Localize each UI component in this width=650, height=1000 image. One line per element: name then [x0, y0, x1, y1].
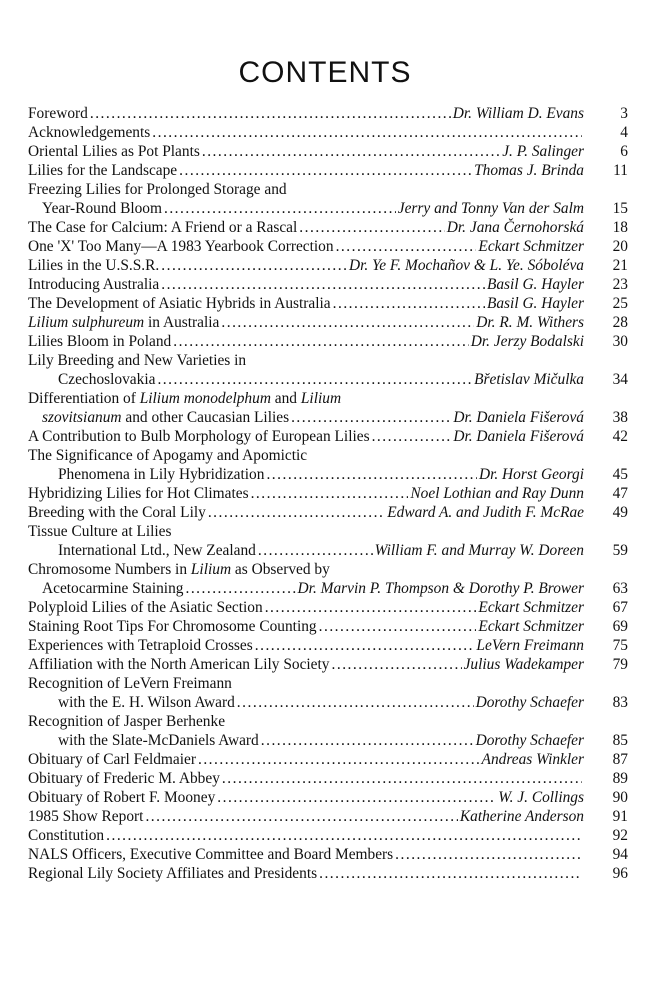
- toc-entry-title-wrap: [28, 294, 331, 313]
- toc-entry: [28, 408, 628, 427]
- toc-entry-title-italic: Lilium sulphureum: [28, 314, 145, 331]
- dot-leader: [161, 275, 485, 294]
- toc-entry-page-number: 63: [612, 580, 628, 597]
- toc-entry: [28, 294, 628, 313]
- table-of-contents: [28, 104, 628, 883]
- toc-entry-title: Obituary of Robert F. Mooney: [28, 789, 216, 806]
- dot-leader: [90, 104, 451, 123]
- dot-leader: [106, 826, 582, 845]
- toc-entry-title: Polyploid Lilies of the Asiatic Section: [28, 599, 263, 616]
- toc-entry-title: Lilies for the Landscape: [28, 162, 178, 179]
- dot-leader: [157, 370, 472, 389]
- dot-leader: [395, 845, 582, 864]
- toc-entry: [28, 332, 628, 351]
- toc-entry-title: Foreword: [28, 105, 88, 122]
- toc-entry-author: Dr. Marvin P. Thompson & Dorothy P. Brower: [297, 580, 584, 597]
- toc-entry-title-wrap: [28, 826, 104, 845]
- toc-entry-first-line: [28, 712, 628, 731]
- toc-entry-page-number: 59: [612, 542, 628, 559]
- toc-entry-author: W. J. Collings: [498, 789, 584, 806]
- dot-leader: [202, 142, 500, 161]
- toc-entry-page-number: 79: [612, 656, 628, 673]
- toc-entry: [28, 313, 628, 332]
- toc-entry-title-wrap: [28, 484, 249, 503]
- toc-entry: [28, 807, 628, 826]
- toc-entry-title: Acknowledgements: [28, 124, 151, 141]
- toc-entry-author: Edward A. and Judith F. McRae: [387, 504, 584, 521]
- toc-entry-page-number: 89: [612, 770, 628, 787]
- toc-entry-page-number: 69: [612, 618, 628, 635]
- toc-entry-author: William F. and Murray W. Doreen: [374, 542, 584, 559]
- toc-entry-title-line1: and: [270, 390, 301, 407]
- toc-entry-author: Jerry and Tonny Van der Salm: [397, 200, 584, 217]
- toc-entry: [28, 104, 628, 123]
- toc-entry: [28, 256, 628, 275]
- toc-entry-title-line1: Recognition of Jasper Berhenke: [28, 713, 226, 730]
- toc-entry-page-number: 67: [612, 599, 628, 616]
- toc-entry-page-number: 96: [612, 865, 628, 882]
- toc-entry-author: Katherine Anderson: [459, 808, 584, 825]
- toc-entry-title-wrap: [28, 769, 220, 788]
- toc-entry-page-number: 18: [612, 219, 628, 236]
- toc-entry-title-wrap: [28, 503, 206, 522]
- toc-entry: [28, 465, 628, 484]
- dot-leader: [164, 199, 396, 218]
- toc-entry-title: Year-Round Bloom: [42, 200, 162, 217]
- toc-entry-page-number: 91: [612, 808, 628, 825]
- toc-entry: [28, 370, 628, 389]
- toc-entry-author: Dr. R. M. Withers: [476, 314, 584, 331]
- toc-entry-title-wrap: [28, 427, 370, 446]
- dot-leader: [258, 541, 373, 560]
- toc-entry-author: Eckart Schmitzer: [478, 238, 584, 255]
- toc-entry-title-line1: The Significance of Apogamy and Apomictic: [28, 447, 308, 464]
- toc-entry: [28, 655, 628, 674]
- toc-entry-title: One 'X' Too Many—A 1983 Yearbook Correction: [28, 238, 334, 255]
- dot-leader: [185, 579, 295, 598]
- toc-entry: [28, 427, 628, 446]
- toc-entry-page-number: 34: [612, 371, 628, 388]
- toc-entry-title-wrap: [28, 579, 183, 598]
- toc-entry-title-line1: Tissue Culture at Lilies: [28, 523, 172, 540]
- toc-entry-title-italic: szovitsianum: [42, 409, 122, 426]
- toc-entry-title: International Ltd., New Zealand: [58, 542, 256, 559]
- toc-entry-title: 1985 Show Report: [28, 808, 144, 825]
- toc-entry-page-number: 92: [612, 827, 628, 844]
- toc-entry-title: with the Slate-McDaniels Award: [58, 732, 259, 749]
- toc-entry-page-number: 20: [612, 238, 628, 255]
- toc-entry-page-number: 49: [612, 504, 628, 521]
- dot-leader: [261, 731, 474, 750]
- toc-entry-page-number: 90: [612, 789, 628, 806]
- toc-entry-page-number: 94: [612, 846, 628, 863]
- toc-entry-title-wrap: [28, 598, 263, 617]
- dot-leader: [336, 237, 477, 256]
- toc-entry-title-line1: Chromosome Numbers in: [28, 561, 191, 578]
- toc-entry-title-wrap: [28, 370, 155, 389]
- toc-entry-author: LeVern Freimann: [476, 637, 584, 654]
- toc-entry: [28, 769, 628, 788]
- toc-entry-title-wrap: [28, 123, 150, 142]
- toc-entry-title-wrap: [28, 731, 259, 750]
- dot-leader: [152, 123, 582, 142]
- toc-entry-first-line: [28, 522, 628, 541]
- dot-leader: [255, 636, 475, 655]
- toc-entry-title: in Australia: [144, 314, 220, 331]
- toc-entry-title: Regional Lily Society Affiliates and Presidents: [28, 865, 318, 882]
- toc-entry-author: Dr. Daniela Fišerová: [453, 409, 584, 426]
- toc-entry: [28, 845, 628, 864]
- dot-leader: [265, 598, 477, 617]
- toc-entry-title: and other Caucasian Lilies: [121, 409, 290, 426]
- dot-leader: [198, 750, 480, 769]
- toc-entry-title-wrap: [28, 750, 196, 769]
- toc-entry-title: Staining Root Tips For Chromosome Counting: [28, 618, 317, 635]
- toc-entry-page-number: 23: [612, 276, 628, 293]
- toc-entry: [28, 750, 628, 769]
- toc-entry-title-wrap: [28, 256, 159, 275]
- toc-entry: [28, 693, 628, 712]
- toc-entry-title: Experiences with Tetraploid Crosses: [28, 637, 253, 654]
- toc-entry-title: Obituary of Carl Feldmaier: [28, 751, 196, 768]
- toc-entry-title: Affiliation with the North American Lily Society: [28, 656, 330, 673]
- toc-entry: [28, 199, 628, 218]
- toc-entry: [28, 636, 628, 655]
- toc-entry-title-wrap: [28, 617, 317, 636]
- toc-entry-first-line: [28, 180, 628, 199]
- toc-entry: [28, 142, 628, 161]
- toc-entry: [28, 598, 628, 617]
- dot-leader: [217, 788, 496, 807]
- toc-entry-first-line: [28, 389, 628, 408]
- toc-entry-title-wrap: [28, 237, 334, 256]
- toc-entry-author: Dorothy Schaefer: [475, 732, 584, 749]
- dot-leader: [266, 465, 477, 484]
- toc-entry-page-number: 83: [612, 694, 628, 711]
- toc-entry-title: The Development of Asiatic Hybrids in Australia: [28, 295, 331, 312]
- dot-leader: [372, 427, 452, 446]
- toc-entry-page-number: 87: [612, 751, 628, 768]
- toc-entry-title-wrap: [28, 313, 219, 332]
- toc-entry: [28, 161, 628, 180]
- toc-entry-title-wrap: [28, 636, 253, 655]
- toc-entry-page-number: 11: [613, 162, 628, 179]
- toc-entry: [28, 218, 628, 237]
- toc-entry-title-line1-italic: Lilium monodelphum: [139, 390, 271, 407]
- toc-entry: [28, 731, 628, 750]
- dot-leader: [208, 503, 385, 522]
- toc-entry-title-wrap: [28, 275, 159, 294]
- toc-entry-author: Eckart Schmitzer: [478, 599, 584, 616]
- toc-entry-author: Břetislav Mičulka: [474, 371, 584, 388]
- toc-entry-title-wrap: [28, 655, 330, 674]
- toc-entry-page-number: 30: [612, 333, 628, 350]
- dot-leader: [299, 218, 444, 237]
- toc-entry-author: Andreas Winkler: [481, 751, 584, 768]
- toc-entry: [28, 826, 628, 845]
- toc-entry-title-line1: Freezing Lilies for Prolonged Storage and: [28, 181, 287, 198]
- dot-leader: [251, 484, 409, 503]
- toc-entry: [28, 788, 628, 807]
- toc-entry-page-number: 3: [620, 105, 628, 122]
- toc-entry-title-wrap: [28, 807, 143, 826]
- toc-entry-author: Julius Wadekamper: [463, 656, 584, 673]
- toc-entry-title-wrap: [28, 142, 200, 161]
- toc-entry: [28, 579, 628, 598]
- toc-entry-author: Basil G. Hayler: [486, 295, 584, 312]
- toc-entry: [28, 484, 628, 503]
- toc-entry-page-number: 21: [612, 257, 628, 274]
- toc-entry-page-number: 28: [612, 314, 628, 331]
- dot-leader: [291, 408, 451, 427]
- toc-entry-title-line1: as Observed by: [231, 561, 330, 578]
- toc-entry: [28, 275, 628, 294]
- toc-entry-author: Dr. Horst Georgi: [478, 466, 584, 483]
- toc-entry: [28, 541, 628, 560]
- dot-leader: [319, 864, 582, 883]
- dot-leader: [222, 769, 582, 788]
- toc-entry-title: Czechoslovakia: [58, 371, 156, 388]
- toc-entry-title: Oriental Lilies as Pot Plants: [28, 143, 200, 160]
- toc-entry-author: Dr. Jerzy Bodalski: [470, 333, 584, 350]
- toc-entry-page-number: 45: [612, 466, 628, 483]
- toc-entry: [28, 123, 628, 142]
- toc-entry-page-number: 42: [612, 428, 628, 445]
- toc-entry-page-number: 38: [612, 409, 628, 426]
- toc-entry-title: Obituary of Frederic M. Abbey: [28, 770, 220, 787]
- toc-entry-title-wrap: [28, 408, 289, 427]
- toc-entry: [28, 864, 628, 883]
- toc-entry-title: Acetocarmine Staining: [42, 580, 184, 597]
- toc-entry-title: A Contribution to Bulb Morphology of European Lilies: [28, 428, 370, 445]
- toc-entry-first-line: [28, 446, 628, 465]
- toc-entry-title: Phenomena in Lily Hybridization: [58, 466, 265, 483]
- toc-entry-title-wrap: [28, 788, 215, 807]
- dot-leader: [332, 655, 462, 674]
- toc-entry: [28, 617, 628, 636]
- toc-entry-title-wrap: [28, 104, 88, 123]
- dot-leader: [161, 256, 347, 275]
- toc-entry-author: Noel Lothian and Ray Dunn: [410, 485, 584, 502]
- toc-entry-author: Thomas J. Brinda: [474, 162, 584, 179]
- toc-entry-title-line1: Recognition of LeVern Freimann: [28, 675, 232, 692]
- toc-entry-title: The Case for Calcium: A Friend or a Rascal: [28, 219, 298, 236]
- toc-entry-page-number: 6: [620, 143, 628, 160]
- dot-leader: [145, 807, 457, 826]
- toc-entry-author: Dr. Daniela Fišerová: [453, 428, 584, 445]
- toc-entry-title: Lilies in the U.S.S.R.: [28, 257, 160, 274]
- toc-entry-author: Eckart Schmitzer: [478, 618, 584, 635]
- toc-entry-page-number: 25: [612, 295, 628, 312]
- toc-entry-title-wrap: [28, 864, 317, 883]
- toc-entry-first-line: [28, 351, 628, 370]
- toc-entry-title: Hybridizing Lilies for Hot Climates: [28, 485, 249, 502]
- toc-entry-title-wrap: [28, 332, 171, 351]
- toc-entry-page-number: 47: [612, 485, 628, 502]
- toc-entry-title-wrap: [28, 845, 393, 864]
- dot-leader: [319, 617, 477, 636]
- toc-entry-title: NALS Officers, Executive Committee and Board Members: [28, 846, 394, 863]
- toc-entry-title: with the E. H. Wilson Award: [58, 694, 235, 711]
- toc-entry-page-number: 4: [620, 124, 628, 141]
- toc-entry-author: Dr. William D. Evans: [452, 105, 584, 122]
- toc-entry-title-line1: Differentiation of: [28, 390, 140, 407]
- toc-entry-title-wrap: [28, 199, 162, 218]
- toc-entry-author: J. P. Salinger: [502, 143, 584, 160]
- toc-entry-title-wrap: [28, 693, 235, 712]
- toc-entry-author: Dr. Ye F. Mochañov & L. Ye. Sóboléva: [349, 257, 584, 274]
- toc-entry-title-wrap: [28, 465, 264, 484]
- toc-entry-page-number: 75: [612, 637, 628, 654]
- dot-leader: [333, 294, 485, 313]
- toc-entry-first-line: [28, 560, 628, 579]
- toc-entry-title: Constitution: [28, 827, 105, 844]
- toc-entry-title-wrap: [28, 541, 256, 560]
- toc-entry-title-line1-italic: Lilium: [190, 561, 232, 578]
- toc-entry-title-line1-italic: Lilium: [300, 390, 342, 407]
- toc-entry: [28, 237, 628, 256]
- toc-entry-first-line: [28, 674, 628, 693]
- dot-leader: [221, 313, 474, 332]
- toc-entry-author: Dr. Jana Černohorská: [446, 219, 584, 236]
- toc-entry: [28, 503, 628, 522]
- toc-entry-title-wrap: [28, 218, 297, 237]
- toc-entry-page-number: 85: [612, 732, 628, 749]
- toc-entry-title: Breeding with the Coral Lily: [28, 504, 206, 521]
- page-title: CONTENTS: [238, 56, 412, 89]
- toc-entry-page-number: 15: [612, 200, 628, 217]
- dot-leader: [179, 161, 472, 180]
- toc-entry-title-wrap: [28, 161, 177, 180]
- toc-entry-title: Lilies Bloom in Poland: [28, 333, 172, 350]
- toc-entry-author: Dorothy Schaefer: [475, 694, 584, 711]
- toc-entry-title-line1: Lily Breeding and New Varieties in: [28, 352, 247, 369]
- dot-leader: [237, 693, 474, 712]
- toc-entry-author: Basil G. Hayler: [486, 276, 584, 293]
- toc-entry-title: Introducing Australia: [28, 276, 160, 293]
- dot-leader: [173, 332, 468, 351]
